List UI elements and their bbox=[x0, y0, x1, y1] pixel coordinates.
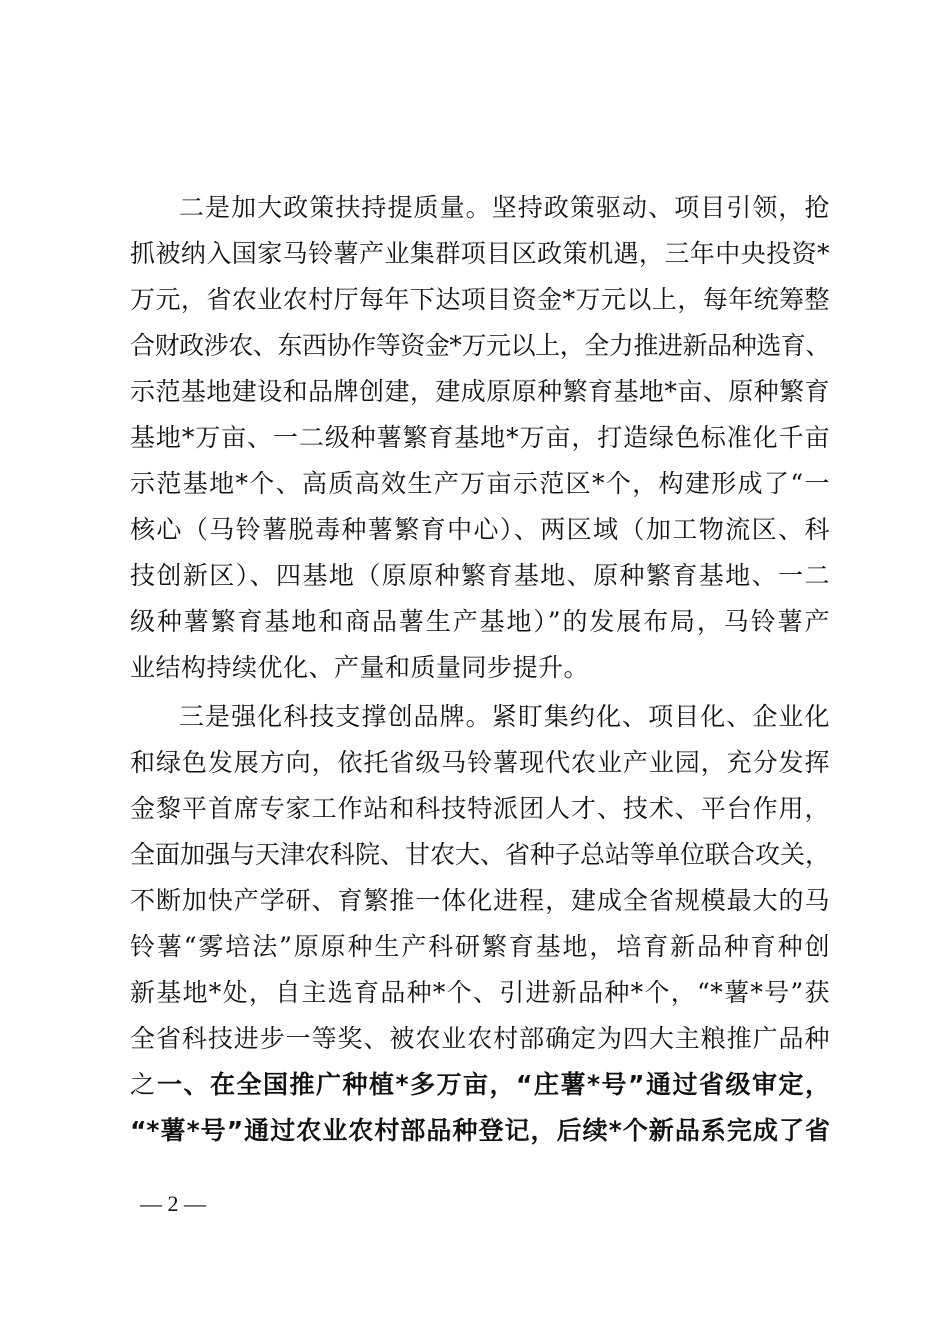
paragraph-2-line-4: 全面加强与天津农科院、甘农大、省种子总站等单位联合攻关， bbox=[130, 840, 831, 869]
paragraph-1-line-1: 二是加大政策扶持提质量。坚持政策驱动、项目引领，抢 bbox=[179, 193, 830, 222]
paragraph-2-line-9-normal: 之 bbox=[130, 1070, 157, 1099]
paragraph-1-line-7: 示范基地*个、高质高效生产万亩示范区*个，构建形成了“一 bbox=[130, 469, 830, 498]
paragraph-2-line-1: 三是强化科技支撑创品牌。紧盯集约化、项目化、企业化 bbox=[179, 702, 830, 731]
paragraph-2-line-8: 全省科技进步一等奖、被农业农村部确定为四大主粮推广品种 bbox=[130, 1024, 830, 1053]
paragraph-1-line-4: 合财政涉农、东西协作等资金*万元以上，全力推进新品种选育、 bbox=[130, 331, 831, 360]
paragraph-2-line-3: 金黎平首席专家工作站和科技特派团人才、技术、平台作用， bbox=[130, 794, 830, 823]
paragraph-1-line-5: 示范基地建设和品牌创建，建成原原种繁育基地*亩、原种繁育 bbox=[130, 377, 830, 406]
paragraph-2-line-9-bold: 一、在全国推广种植*多万亩，“庄薯*号”通过省级审定， bbox=[157, 1070, 830, 1099]
paragraph-1-line-8: 核心（马铃薯脱毒种薯繁育中心）、两区域（加工物流区、科 bbox=[130, 515, 830, 544]
paragraph-1-line-2: 抓被纳入国家马铃薯产业集群项目区政策机遇，三年中央投资* bbox=[130, 239, 830, 268]
page-number: — 2 — bbox=[140, 1191, 206, 1216]
paragraph-2-line-10-bold: “*薯*号”通过农业农村部品种登记，后续*个新品系完成了省 bbox=[130, 1116, 830, 1145]
paragraph-2-line-10 bbox=[130, 1116, 830, 1146]
paragraph-1-line-6: 基地*万亩、一二级种薯繁育基地*万亩，打造绿色标准化千亩 bbox=[130, 423, 830, 452]
paragraph-2-line-5: 不断加快产学研、育繁推一体化进程，建成全省规模最大的马 bbox=[130, 886, 830, 915]
paragraph-1-line-9: 技创新区）、四基地（原原种繁育基地、原种繁育基地、一二 bbox=[130, 561, 830, 590]
paragraph-2-line-2: 和绿色发展方向，依托省级马铃薯现代农业产业园，充分发挥 bbox=[130, 748, 830, 777]
paragraph-1-line-11: 业结构持续优化、产量和质量同步提升。 bbox=[130, 653, 590, 682]
paragraph-1-line-10: 级种薯繁育基地和商品薯生产基地）”的发展布局，马铃薯产 bbox=[130, 607, 830, 636]
paragraph-1-line-3: 万元，省农业农村厅每年下达项目资金*万元以上，每年统筹整 bbox=[130, 285, 830, 314]
paragraph-2-line-7: 新基地*处，自主选育品种*个、引进新品种*个，“*薯*号”获 bbox=[130, 978, 830, 1007]
paragraph-2-line-6: 铃薯“雾培法”原原种生产科研繁育基地，培育新品种育种创 bbox=[130, 932, 830, 961]
paragraph-2-line-9 bbox=[130, 1070, 830, 1100]
